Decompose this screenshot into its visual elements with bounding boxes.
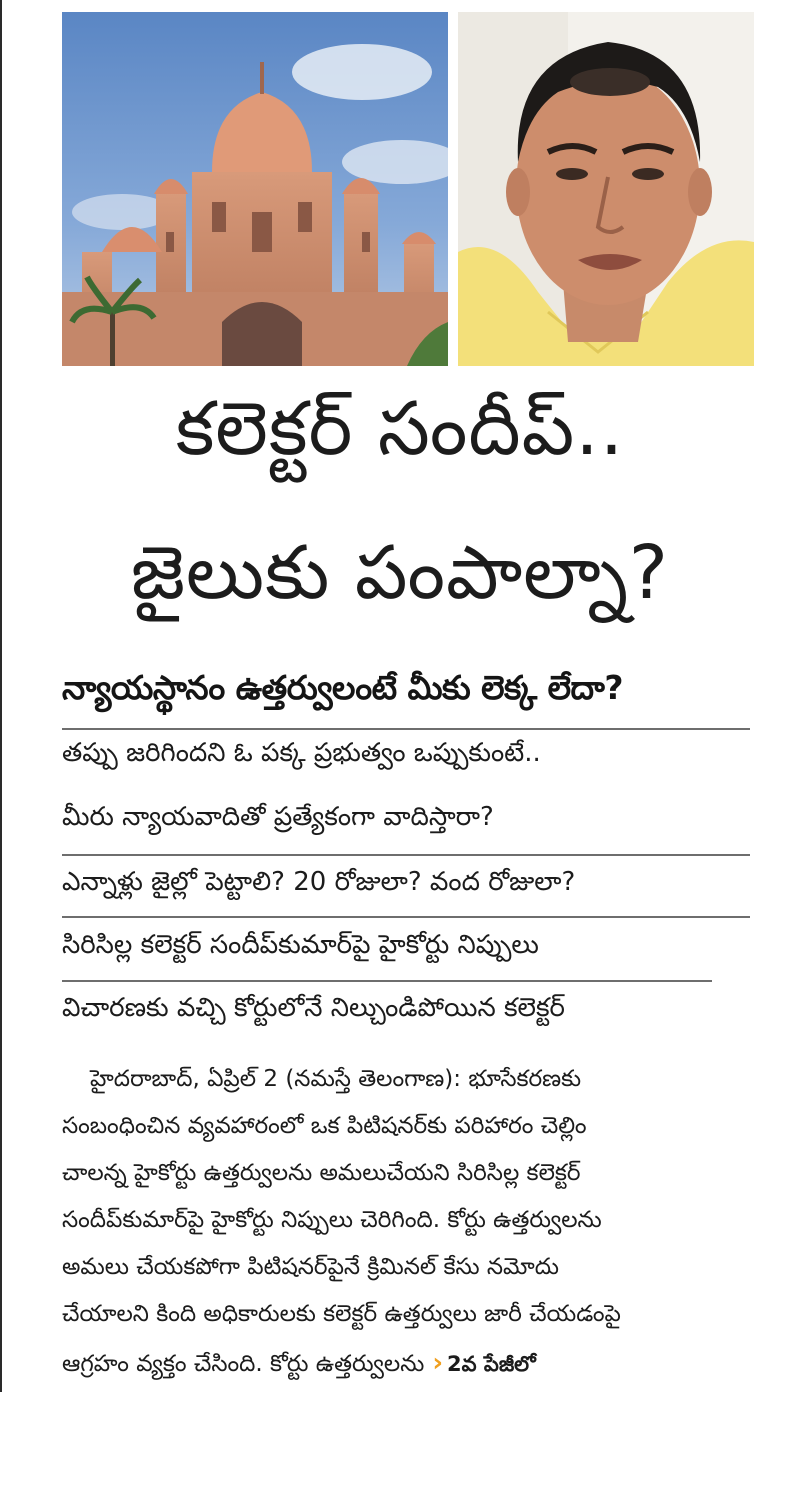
column-rule: [0, 0, 2, 1392]
article-body-line: ఆగ్రహం వ్యక్తం చేసింది. కోర్టు ఉత్తర్వులను: [62, 1351, 425, 1377]
continued-on-page-link[interactable]: 2వ పేజీలో: [447, 1352, 536, 1376]
continued-arrow-icon: ›: [432, 1348, 444, 1378]
deck-line: ఎన్నాళ్లు జైల్లో పెట్టాలి? 20 రోజులా? వంద రోజులా?: [62, 867, 576, 897]
collector-portrait-photo: [458, 12, 754, 366]
divider-rule: [62, 916, 750, 918]
divider-rule: [62, 854, 750, 856]
headline-line-2: జైలుకు పంపాల్నా?: [130, 530, 670, 616]
divider-rule: [62, 728, 750, 730]
divider-rule: [62, 980, 712, 982]
article-body-line: సందీప్‌కుమార్‌పై హైకోర్టు నిప్పులు చెరిగింది. కోర్టు ఉత్తర్వులను: [62, 1207, 602, 1233]
article-body-line: చాలన్న హైకోర్టు ఉత్తర్వులను అమలుచేయని సిరిసిల్ల కలెక్టర్: [62, 1160, 581, 1186]
deck-line: తప్పు జరిగిందని ఓ పక్క ప్రభుత్వం ఒప్పుకుంటే..: [62, 738, 541, 768]
deck-line: మీరు న్యాయవాదితో ప్రత్యేకంగా వాదిస్తారా?: [62, 802, 494, 832]
article-body-last-line: [62, 1348, 754, 1383]
headline-line-1: కలెక్టర్ సందీప్..: [175, 386, 625, 472]
high-court-photo: [62, 12, 448, 366]
article-body-line: అమలు చేయకపోగా పిటిషనర్‌పైనే క్రిమినల్ కేసు నమోదు: [62, 1254, 559, 1280]
deck-line: విచారణకు వచ్చి కోర్టులోనే నిల్చుండిపోయిన కలెక్టర్: [62, 993, 565, 1023]
article-body-line: హైదరాబాద్, ఏప్రిల్ 2 (నమస్తే తెలంగాణ): భూసేకరణకు: [90, 1066, 582, 1092]
article-body-line: సంబంధించిన వ్యవహారంలో ఒక పిటిషనర్‌కు పరిహారం చెల్లిం: [62, 1113, 587, 1139]
article-body-line: చేయాలని కింది అధికారులకు కలెక్టర్ ఉత్తర్వులు జారీ చేయడంపై: [62, 1301, 621, 1327]
subheadline: న్యాయస్థానం ఉత్తర్వులంటే మీకు లెక్క లేదా?: [62, 668, 624, 707]
deck-line: సిరిసిల్ల కలెక్టర్ సందీప్‌కుమార్‌పై హైకోర్టు నిప్పులు: [62, 930, 539, 960]
